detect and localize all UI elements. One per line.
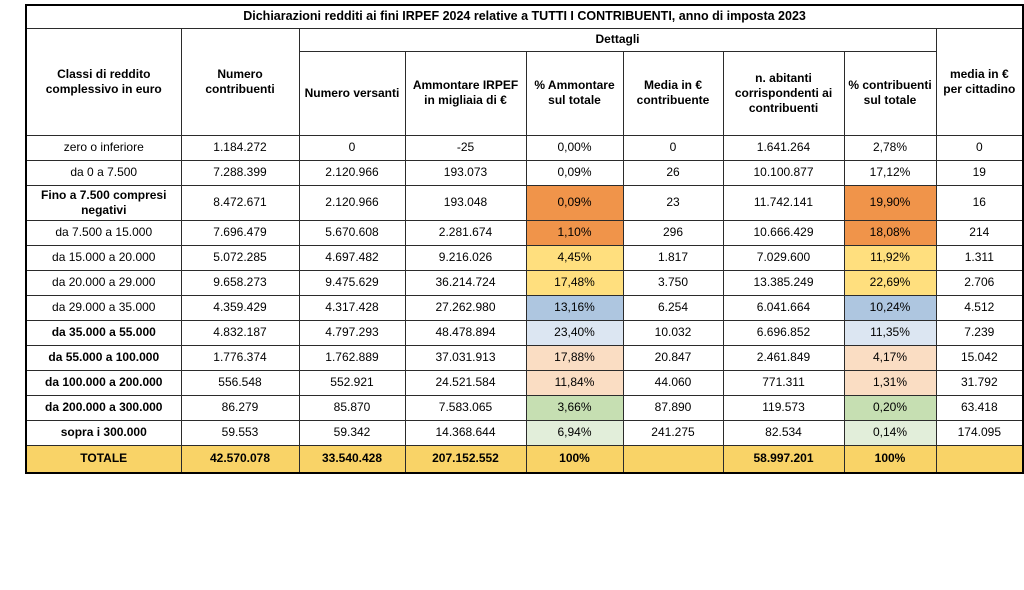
data-cell: 10.100.877 [723,160,844,185]
row-label: da 15.000 a 20.000 [26,245,181,270]
data-cell: 26 [623,160,723,185]
irpef-table [25,4,1024,474]
table-row [26,295,1023,320]
data-cell: 7.029.600 [723,245,844,270]
data-cell: 11,84% [526,370,623,395]
data-cell: 2,78% [844,135,936,160]
data-cell: 2.120.966 [299,160,405,185]
data-cell: 1.817 [623,245,723,270]
data-cell: 7.696.479 [181,220,299,245]
data-cell: 1,10% [526,220,623,245]
data-cell: 174.095 [936,420,1023,445]
total-cell: 58.997.201 [723,445,844,473]
row-label: da 29.000 a 35.000 [26,295,181,320]
data-cell: 31.792 [936,370,1023,395]
table-row [26,395,1023,420]
total-label: TOTALE [26,445,181,473]
data-cell: 16 [936,185,1023,220]
data-cell: 214 [936,220,1023,245]
table-row [26,345,1023,370]
data-cell: 7.239 [936,320,1023,345]
data-cell: 0 [299,135,405,160]
data-cell: 18,08% [844,220,936,245]
total-row [26,445,1023,473]
row-label: da 35.000 a 55.000 [26,320,181,345]
data-cell: 3.750 [623,270,723,295]
data-cell: 59.342 [299,420,405,445]
column-header-pct-ammontare: % Ammontare sul totale [526,51,623,135]
data-cell: 1.762.889 [299,345,405,370]
data-cell: 0 [623,135,723,160]
data-cell: 556.548 [181,370,299,395]
data-cell: 82.534 [723,420,844,445]
data-cell: 4.317.428 [299,295,405,320]
total-cell: 207.152.552 [405,445,526,473]
row-label: zero o inferiore [26,135,181,160]
column-header-pct-contribuenti: % contribuenti sul totale [844,51,936,135]
data-cell: 23,40% [526,320,623,345]
data-cell: 20.847 [623,345,723,370]
data-cell: 13,16% [526,295,623,320]
group-header-row [26,28,1023,51]
table-row [26,185,1023,220]
data-cell: 9.216.026 [405,245,526,270]
data-cell: 7.288.399 [181,160,299,185]
data-cell: 241.275 [623,420,723,445]
data-cell: 8.472.671 [181,185,299,220]
data-cell: 296 [623,220,723,245]
data-cell: 13.385.249 [723,270,844,295]
data-cell: 2.706 [936,270,1023,295]
total-cell: 42.570.078 [181,445,299,473]
column-header-numero-contribuenti: Numero contribuenti [181,28,299,135]
data-cell: 1.641.264 [723,135,844,160]
data-cell: 11,92% [844,245,936,270]
data-cell: 59.553 [181,420,299,445]
total-cell: 100% [526,445,623,473]
total-cell [623,445,723,473]
data-cell: 1.776.374 [181,345,299,370]
data-cell: 5.072.285 [181,245,299,270]
data-cell: 4.832.187 [181,320,299,345]
data-cell: 771.311 [723,370,844,395]
data-cell: 552.921 [299,370,405,395]
data-cell: 0,09% [526,160,623,185]
data-cell: 37.031.913 [405,345,526,370]
data-cell: 6.696.852 [723,320,844,345]
data-cell: 4,45% [526,245,623,270]
data-cell: 11.742.141 [723,185,844,220]
data-cell: 48.478.894 [405,320,526,345]
data-cell: 2.120.966 [299,185,405,220]
data-cell: 44.060 [623,370,723,395]
data-cell: 193.073 [405,160,526,185]
data-cell: 23 [623,185,723,220]
data-cell: 17,88% [526,345,623,370]
data-cell: 17,48% [526,270,623,295]
table-row [26,220,1023,245]
table-row [26,245,1023,270]
total-cell: 100% [844,445,936,473]
row-label: sopra i 300.000 [26,420,181,445]
data-cell: 10.032 [623,320,723,345]
data-cell: 1.311 [936,245,1023,270]
data-cell: 10.666.429 [723,220,844,245]
data-cell: 9.475.629 [299,270,405,295]
table-row [26,135,1023,160]
data-cell: 36.214.724 [405,270,526,295]
data-cell: 15.042 [936,345,1023,370]
table-body [26,135,1023,445]
table-head [26,5,1023,135]
data-cell: 6,94% [526,420,623,445]
column-header-media-cittadino: media in € per cittadino [936,28,1023,135]
data-cell: 87.890 [623,395,723,420]
data-cell: 85.870 [299,395,405,420]
row-label: da 200.000 a 300.000 [26,395,181,420]
row-label: da 7.500 a 15.000 [26,220,181,245]
data-cell: 5.670.608 [299,220,405,245]
data-cell: 0,09% [526,185,623,220]
data-cell: 3,66% [526,395,623,420]
table-row [26,370,1023,395]
column-header-ammontare-irpef: Ammontare IRPEF in migliaia di € [405,51,526,135]
title-row [26,5,1023,28]
data-cell: 2.281.674 [405,220,526,245]
data-cell: 0,00% [526,135,623,160]
total-cell: 33.540.428 [299,445,405,473]
data-cell: 4.797.293 [299,320,405,345]
row-label: da 55.000 a 100.000 [26,345,181,370]
column-header-media-contribuente: Media in € contribuente [623,51,723,135]
data-cell: 19,90% [844,185,936,220]
column-header-numero-versanti: Numero versanti [299,51,405,135]
data-cell: 1.184.272 [181,135,299,160]
data-cell: -25 [405,135,526,160]
data-cell: 22,69% [844,270,936,295]
data-cell: 1,31% [844,370,936,395]
data-cell: 4.359.429 [181,295,299,320]
data-cell: 4,17% [844,345,936,370]
data-cell: 14.368.644 [405,420,526,445]
table-row [26,160,1023,185]
row-label: da 100.000 a 200.000 [26,370,181,395]
table-row [26,320,1023,345]
row-label: da 20.000 a 29.000 [26,270,181,295]
data-cell: 6.254 [623,295,723,320]
group-header-dettagli: Dettagli [299,28,936,51]
data-cell: 27.262.980 [405,295,526,320]
data-cell: 9.658.273 [181,270,299,295]
data-cell: 193.048 [405,185,526,220]
data-cell: 6.041.664 [723,295,844,320]
data-cell: 0 [936,135,1023,160]
data-cell: 119.573 [723,395,844,420]
table-title: Dichiarazioni redditi ai fini IRPEF 2024 relative a TUTTI I CONTRIBUENTI, anno di imposta 2023 [26,5,1023,28]
data-cell: 19 [936,160,1023,185]
data-cell: 11,35% [844,320,936,345]
data-cell: 0,14% [844,420,936,445]
data-cell: 86.279 [181,395,299,420]
data-cell: 63.418 [936,395,1023,420]
table-row [26,420,1023,445]
column-header-classi-reddito: Classi di reddito complessivo in euro [26,28,181,135]
column-header-abitanti: n. abitanti corrispondenti ai contribuenti [723,51,844,135]
table-row [26,270,1023,295]
data-cell: 0,20% [844,395,936,420]
table-foot [26,445,1023,473]
data-cell: 4.697.482 [299,245,405,270]
data-cell: 10,24% [844,295,936,320]
data-cell: 17,12% [844,160,936,185]
data-cell: 4.512 [936,295,1023,320]
data-cell: 2.461.849 [723,345,844,370]
row-label: da 0 a 7.500 [26,160,181,185]
row-label: Fino a 7.500 compresi negativi [26,185,181,220]
data-cell: 24.521.584 [405,370,526,395]
total-cell [936,445,1023,473]
data-cell: 7.583.065 [405,395,526,420]
